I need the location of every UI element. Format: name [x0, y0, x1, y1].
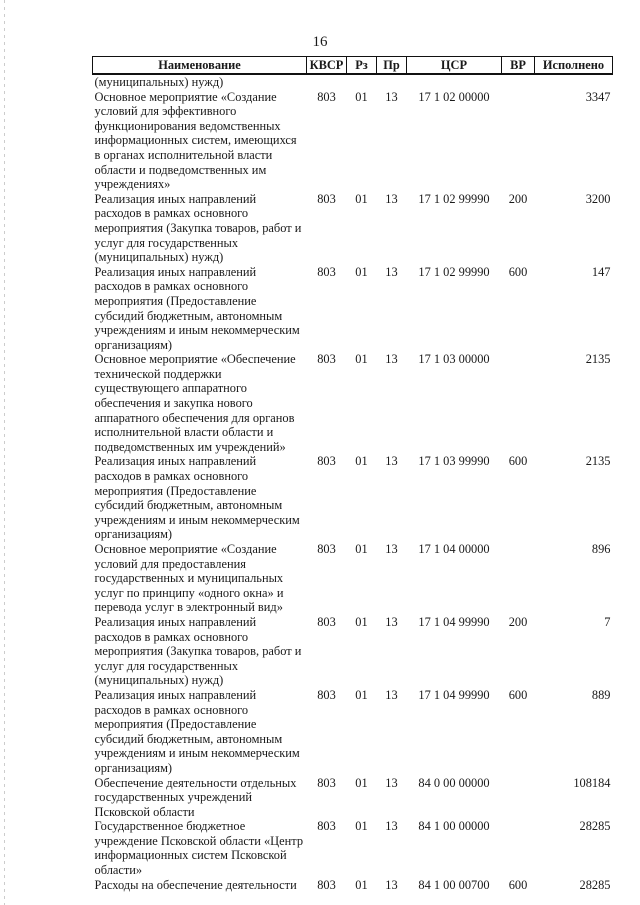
row-rz: 01: [355, 614, 368, 629]
table-row: [93, 352, 613, 454]
header-name: Наименование: [93, 57, 307, 75]
row-vr: 200: [508, 191, 528, 206]
row-csr: 17 1 02 99990: [418, 264, 490, 279]
row-name: Реализация иных направлений расходов в рамках основного мероприятия (Предоставление субсидий бюджетным, автономным учреждениям и иным некоммерческим организациям): [94, 454, 300, 542]
row-pr: 13: [385, 775, 398, 790]
row-name: Государственное бюджетное учреждение Псковской области «Центр информационных систем Псковской области»: [94, 819, 304, 878]
row-kvsr: 803: [317, 687, 336, 702]
row-name: Основное мероприятие «Обеспечение технической поддержки существующего аппаратного обеспечения и закупка нового аппаратного обеспечения для органов исполнительной власти области и подведомственных им учреждений»: [94, 352, 296, 454]
header-csr: ЦСР: [407, 57, 502, 75]
row-csr: 17 1 03 00000: [418, 352, 490, 367]
table-row: [93, 819, 613, 877]
table-header-row: [93, 57, 613, 75]
row-kvsr: 803: [317, 614, 336, 629]
row-pr: [377, 74, 407, 90]
row-pr: 13: [385, 454, 398, 469]
row-vr: 600: [508, 687, 528, 702]
row-amount: 2135: [585, 352, 611, 367]
row-amount: 108184: [573, 775, 611, 790]
row-rz: 01: [355, 687, 368, 702]
row-amount: 28285: [579, 877, 611, 892]
table-body: [93, 74, 613, 892]
row-name: Обеспечение деятельности отдельных государственных учреждений Псковской области: [94, 775, 297, 819]
row-pr: 13: [385, 191, 398, 206]
row-pr: 13: [385, 542, 398, 556]
table-row: [93, 776, 613, 820]
table-row: [93, 615, 613, 688]
row-rz: 01: [355, 264, 368, 279]
row-kvsr: 803: [317, 454, 336, 469]
row-pr: 13: [385, 89, 398, 104]
row-vr: [502, 542, 535, 615]
row-amount: 896: [591, 542, 611, 556]
row-csr: 17 1 04 00000: [418, 542, 490, 556]
row-vr: [502, 776, 535, 820]
table-row: [93, 265, 613, 353]
row-rz: [347, 74, 377, 90]
row-csr: 84 1 00 00000: [418, 819, 490, 834]
row-amount: [535, 74, 613, 90]
row-kvsr: 803: [317, 775, 336, 790]
row-vr: [502, 352, 535, 454]
row-vr: 200: [508, 614, 528, 629]
header-vr: ВР: [502, 57, 535, 75]
row-name: (муниципальных) нужд): [94, 75, 224, 89]
row-name: Реализация иных направлений расходов в рамках основного мероприятия (Закупка товаров, работ и услуг для государственных (муниципальных) нужд): [94, 191, 302, 265]
header-amount: Исполнено: [535, 57, 613, 75]
row-rz: 01: [355, 775, 368, 790]
row-amount: 2135: [585, 454, 611, 469]
row-csr: 17 1 04 99990: [418, 614, 490, 629]
row-name: Реализация иных направлений расходов в рамках основного мероприятия (Закупка товаров, работ и услуг для государственных (муниципальных) нужд): [94, 614, 302, 688]
row-name: Основное мероприятие «Создание условий для предоставления государственных и муниципальных услуг по принципу «одного окна» и перевода услуг в электронный вид»: [94, 542, 284, 615]
row-rz: 01: [355, 89, 368, 104]
row-rz: 01: [355, 454, 368, 469]
row-name: Основное мероприятие «Создание условий для эффективного функционирования ведомственных информационных систем, имеющихся в органах исполнительной власти области и подведомственных им учреждениях»: [94, 89, 297, 192]
scan-edge-mark: [4, 0, 5, 905]
table-row: [93, 74, 613, 90]
row-amount: 28285: [579, 819, 611, 834]
row-amount: 3200: [585, 191, 611, 206]
row-kvsr: 803: [317, 352, 336, 367]
row-amount: 3347: [585, 89, 611, 104]
table-row: [93, 878, 613, 893]
row-amount: 889: [591, 687, 611, 702]
row-pr: 13: [385, 819, 398, 834]
row-pr: 13: [385, 877, 398, 892]
row-csr: 17 1 02 99990: [418, 191, 490, 206]
row-kvsr: 803: [317, 877, 336, 892]
row-rz: 01: [355, 191, 368, 206]
row-rz: 01: [355, 819, 368, 834]
row-vr: 600: [508, 454, 528, 469]
table-row: [93, 90, 613, 192]
table-row: [93, 192, 613, 265]
row-rz: 01: [355, 352, 368, 367]
row-csr: 84 0 00 00000: [418, 775, 490, 790]
budget-table: [92, 56, 613, 892]
row-pr: 13: [385, 614, 398, 629]
row-name: Реализация иных направлений расходов в рамках основного мероприятия (Предоставление субсидий бюджетным, автономным учреждениям и иным некоммерческим организациям): [94, 264, 300, 352]
header-pr: Пр: [377, 57, 407, 75]
row-kvsr: [307, 74, 347, 90]
row-vr: [502, 74, 535, 90]
budget-table-container: [92, 56, 612, 892]
table-row: [93, 454, 613, 542]
row-name: Реализация иных направлений расходов в рамках основного мероприятия (Предоставление субсидий бюджетным, автономным учреждениям и иным некоммерческим организациям): [94, 687, 300, 775]
row-rz: 01: [355, 542, 368, 556]
table-row: [93, 542, 613, 615]
table-row: [93, 688, 613, 776]
row-pr: 13: [385, 687, 398, 702]
header-kvsr: КВСР: [307, 57, 347, 75]
row-csr: 17 1 03 99990: [418, 454, 490, 469]
row-vr: [502, 90, 535, 192]
row-csr: 17 1 02 00000: [418, 89, 490, 104]
row-kvsr: 803: [317, 89, 336, 104]
row-kvsr: 803: [317, 191, 336, 206]
page-number: 16: [312, 34, 328, 50]
row-vr: 600: [508, 877, 528, 892]
row-vr: [502, 819, 535, 877]
row-kvsr: 803: [317, 264, 336, 279]
row-rz: 01: [355, 877, 368, 892]
row-csr: 17 1 04 99990: [418, 687, 490, 702]
row-pr: 13: [385, 264, 398, 279]
row-amount: 7: [604, 614, 611, 629]
row-name: Расходы на обеспечение деятельности: [94, 877, 297, 892]
row-csr: [407, 74, 502, 90]
row-vr: 600: [508, 264, 528, 279]
header-rz: Рз: [347, 57, 377, 75]
row-csr: 84 1 00 00700: [418, 877, 490, 892]
row-kvsr: 803: [317, 542, 336, 556]
row-amount: 147: [591, 264, 611, 279]
row-kvsr: 803: [317, 819, 336, 834]
row-pr: 13: [385, 352, 398, 367]
